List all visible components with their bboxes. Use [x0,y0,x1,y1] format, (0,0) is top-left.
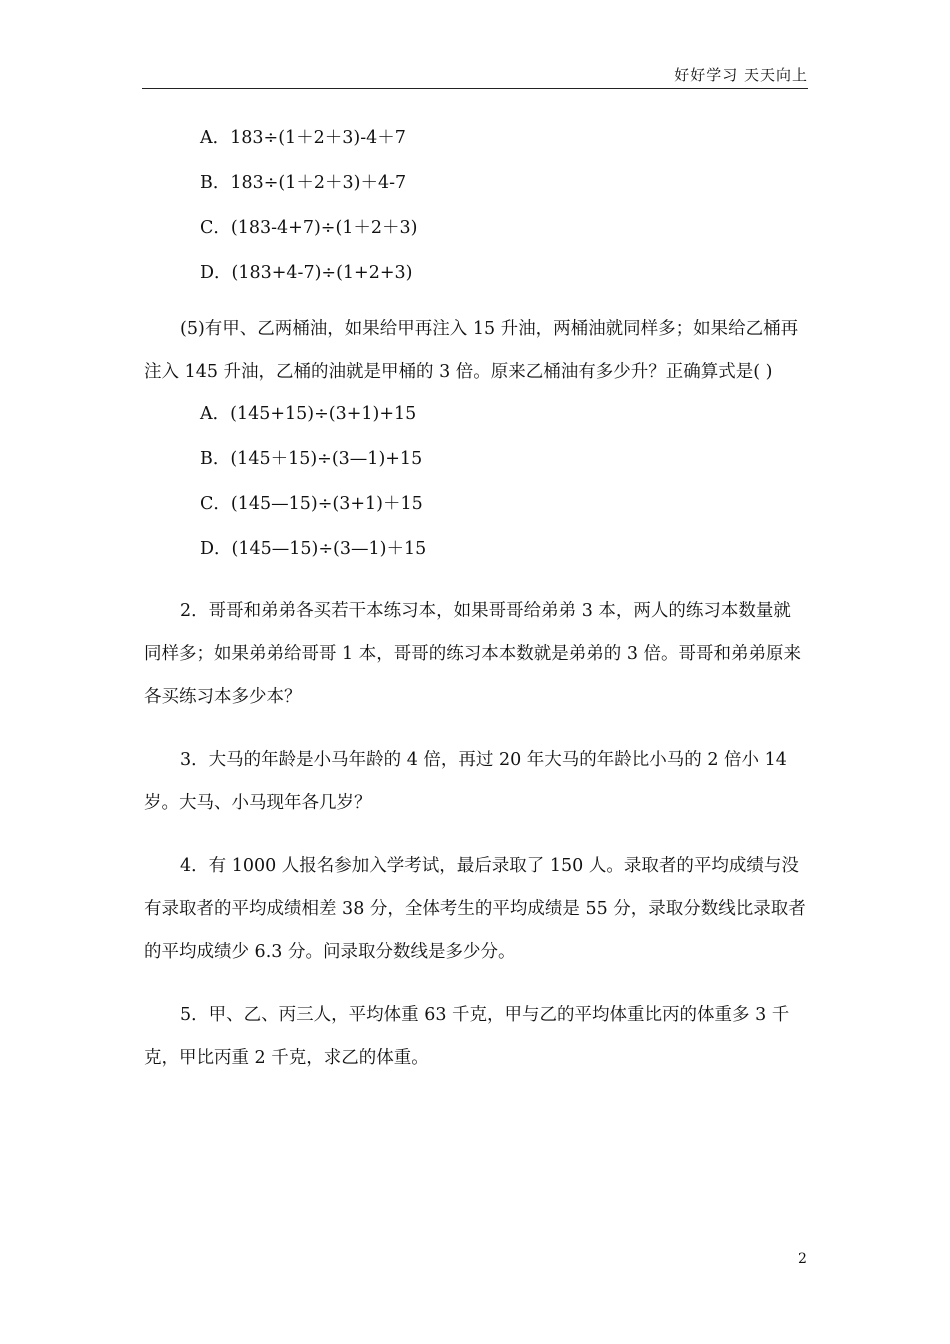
header-divider [142,88,808,89]
option-c: C．(183-4+7)÷(1＋2＋3) [200,218,418,238]
option-a: A．(145+15)÷(3+1)+15 [200,404,417,424]
option-a: A．183÷(1＋2＋3)-4＋7 [200,128,406,148]
problem-2: 2．哥哥和弟弟各买若干本练习本，如果哥哥给弟弟 3 本，两人的练习本数量就同样多；如果弟弟给哥哥 1 本，哥哥的练习本本数就是弟弟的 3 倍。哥哥和弟弟原来各买练习本多少本？ [144,601,802,707]
problem-5: 5．甲、乙、丙三人，平均体重 63 千克，甲与乙的平均体重比丙的体重多 3 千克，甲比丙重 2 千克，求乙的体重。 [144,1005,790,1068]
option-c: C．(145—15)÷(3+1)＋15 [200,494,423,514]
option-b: B．(145＋15)÷(3—1)+15 [200,449,423,469]
option-d: D．(145—15)÷(3—1)＋15 [200,539,427,559]
page-body [144,118,808,1080]
option-b: B．183÷(1＋2＋3)＋4-7 [200,173,407,193]
problem-3: 3．大马的年龄是小马年龄的 4 倍，再过 20 年大马的年龄比小马的 2 倍小 14 岁。大马、小马现年各几岁？ [144,750,787,813]
header-slogan: 好好学习 天天向上 [674,66,808,84]
question-5-text: (5)有甲、乙两桶油，如果给甲再注入 15 升油，两桶油就同样多；如果给乙桶再注入 145 升油，乙桶的油就是甲桶的 3 倍。原来乙桶油有多少升？正确算式是( ) [144,319,799,382]
option-d: D．(183+4-7)÷(1+2+3) [200,263,413,283]
problem-4: 4．有 1000 人报名参加入学考试，最后录取了 150 人。录取者的平均成绩与没有录取者的平均成绩相差 38 分，全体考生的平均成绩是 55 分，录取分数线比录取者的平均成绩少 6.3 分。问录取分数线是多少分。 [144,856,806,962]
page-number: 2 [798,1251,807,1267]
